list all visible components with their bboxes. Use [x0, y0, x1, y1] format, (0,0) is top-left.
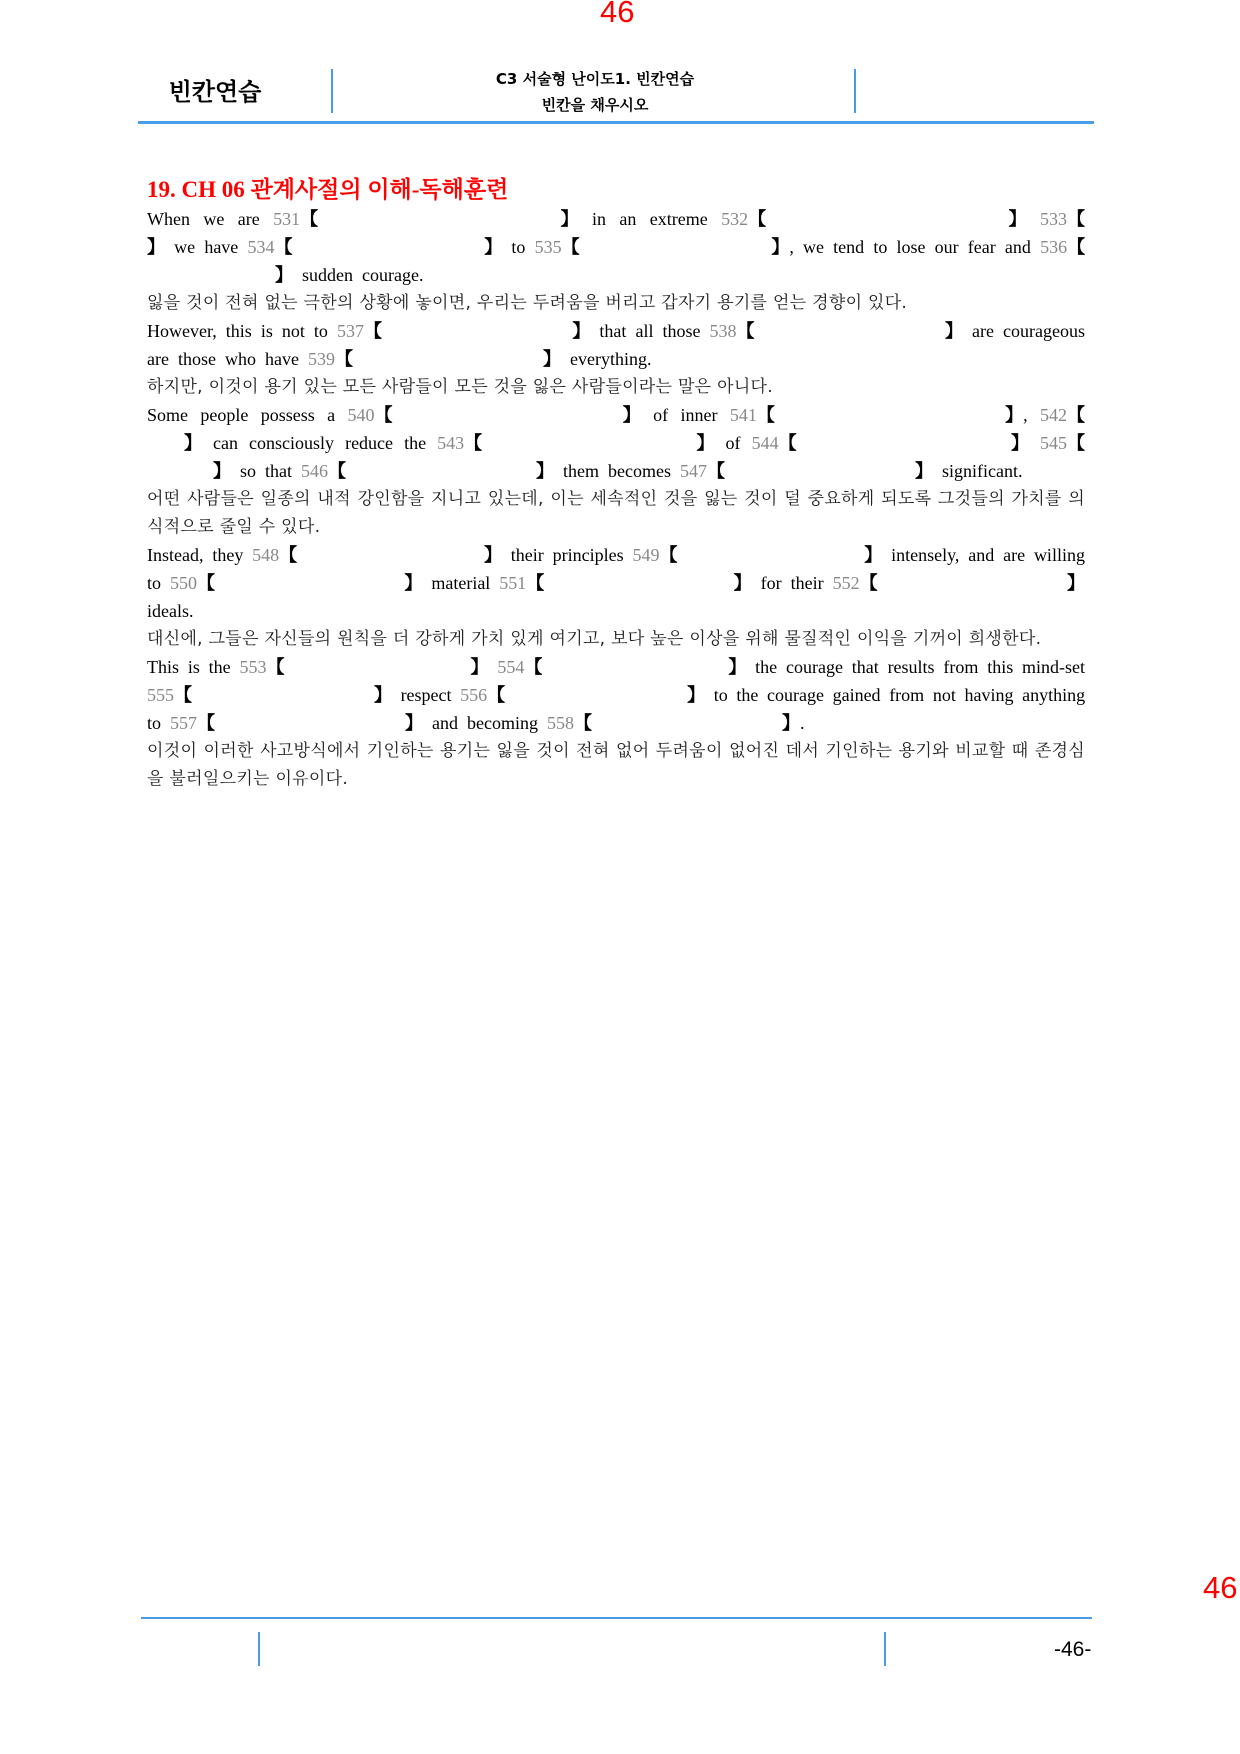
blank-close-bracket: 】	[184, 433, 202, 453]
word: to	[873, 237, 888, 257]
word: for	[760, 573, 782, 593]
blank-answer-space[interactable]	[284, 653, 470, 681]
blank-open-bracket: 【	[374, 405, 393, 425]
blank-close-bracket: 】	[405, 713, 424, 733]
word: this	[225, 321, 252, 341]
blank-close-bracket: 】	[864, 545, 883, 565]
blank-number: 532	[721, 209, 749, 229]
english-line	[147, 569, 1085, 597]
word: not	[932, 685, 956, 705]
exercise-body	[147, 205, 1085, 793]
blank-answer-space[interactable]	[580, 233, 772, 261]
word: they	[212, 545, 244, 565]
blank-number: 549	[632, 545, 660, 565]
word: are	[147, 349, 169, 369]
word: from	[889, 685, 925, 705]
blank-open-bracket: 【	[279, 545, 298, 565]
header-subtitle-2: 빈칸을 채우시오	[541, 96, 649, 114]
blank-number: 534	[247, 237, 275, 257]
blank-close-bracket: 】	[470, 657, 489, 677]
word: can	[213, 433, 239, 453]
punctuation: .	[800, 713, 805, 733]
blank-close-bracket: 】	[213, 461, 231, 481]
english-line	[147, 401, 1085, 429]
word: are	[1003, 545, 1026, 565]
blank-open-bracket: 【	[859, 573, 878, 593]
blank-number: 548	[252, 545, 280, 565]
blank-close-bracket: 】	[1066, 573, 1085, 593]
word: to	[313, 321, 328, 341]
blank-number: 550	[169, 573, 197, 593]
word: people	[200, 405, 249, 425]
word: the	[404, 433, 427, 453]
blank-close-bracket: 】	[696, 433, 715, 453]
word: their	[790, 573, 824, 593]
word: principles	[552, 545, 624, 565]
korean-translation: 대신에, 그들은 자신들의 원칙을 더 강하게 가치 있게 여기고, 보다 높은 이상을 위해 물질적인 이익을 기꺼이 희생한다.	[147, 629, 1042, 649]
word: However,	[147, 321, 217, 341]
blank-close-bracket: 】	[622, 405, 641, 425]
blank-number: 555	[147, 685, 174, 705]
blank-open-bracket: 【	[300, 209, 319, 229]
word: in	[591, 209, 606, 229]
word: to	[147, 573, 162, 593]
english-line	[147, 681, 1085, 709]
blank-number: 551	[499, 573, 527, 593]
word: are	[971, 321, 994, 341]
blank-answer-space[interactable]	[482, 429, 696, 457]
word: their	[510, 545, 544, 565]
blank-close-bracket: 】	[572, 321, 591, 341]
blank-answer-space[interactable]	[725, 457, 915, 485]
blank-close-bracket: 】	[1005, 405, 1024, 425]
blank-number: 531	[273, 209, 301, 229]
page-number-bottom: 46	[1203, 1570, 1238, 1605]
blank-answer-space[interactable]	[346, 457, 536, 485]
word: to	[147, 713, 162, 733]
word: from	[943, 657, 979, 677]
section-title: 19. CH 06 관계사절의 이해-독해훈련	[147, 177, 509, 202]
blank-open-bracket: 【	[328, 461, 347, 481]
word: ideals.	[147, 601, 194, 621]
blank-open-bracket: 【	[778, 433, 797, 453]
blank-close-bracket: 】	[373, 685, 392, 705]
word: our	[934, 237, 959, 257]
word: not	[281, 321, 305, 341]
word: that	[851, 657, 879, 677]
word: those	[662, 321, 701, 341]
word: all	[635, 321, 654, 341]
blank-answer-space[interactable]	[677, 541, 864, 569]
blank-number: 533	[1039, 209, 1067, 229]
punctuation: ,	[1023, 405, 1028, 425]
header-divider-left	[331, 69, 333, 113]
korean-translation: 잃을 것이 전혀 없는 극한의 상황에 놓이면, 우리는 두려움을 버리고 갑자기 용기를 얻는 경향이 있다.	[147, 293, 908, 313]
word: courage	[766, 685, 824, 705]
word: so	[240, 461, 257, 481]
word: them	[563, 461, 600, 481]
word: and	[968, 545, 995, 565]
word: intensely,	[891, 545, 960, 565]
punctuation: ,	[789, 237, 794, 257]
blank-close-bracket: 】	[147, 237, 165, 257]
blank-close-bracket: 】	[1010, 433, 1029, 453]
english-line	[147, 261, 1085, 289]
blank-open-bracket: 【	[574, 713, 592, 733]
header-divider-right	[854, 69, 856, 113]
blank-answer-space[interactable]	[215, 569, 404, 597]
blank-answer-space[interactable]	[192, 681, 374, 709]
word: and	[432, 713, 459, 733]
blank-answer-space[interactable]	[505, 681, 687, 709]
blank-close-bracket: 】	[542, 349, 561, 369]
word: courageous	[1002, 321, 1085, 341]
word: of	[653, 405, 669, 425]
word: willing	[1033, 545, 1085, 565]
blank-answer-space[interactable]	[775, 401, 1005, 429]
blank-open-bracket: 【	[1066, 209, 1085, 229]
word: an	[619, 209, 637, 229]
word: reduce	[345, 433, 394, 453]
word: have	[264, 349, 299, 369]
blank-open-bracket: 【	[266, 657, 285, 677]
blank-close-bracket: 】	[1008, 209, 1027, 229]
word: inner	[680, 405, 718, 425]
word: becomes	[608, 461, 671, 481]
page-number-top: 46	[600, 0, 635, 29]
header-subtitle-1: C3 서술형 난이도1. 빈칸연습	[495, 70, 695, 88]
blank-close-bracket: 】	[404, 573, 423, 593]
blank-number: 547	[680, 461, 707, 481]
word: are	[237, 209, 260, 229]
word: having	[964, 685, 1014, 705]
word: courage.	[362, 265, 424, 285]
word: and	[1004, 237, 1031, 257]
word: the	[755, 657, 778, 677]
word: anything	[1022, 685, 1086, 705]
blank-number: 557	[170, 713, 198, 733]
word: that	[265, 461, 293, 481]
blank-number: 553	[239, 657, 267, 677]
blank-open-bracket: 【	[524, 657, 543, 677]
english-line	[147, 653, 1085, 681]
blank-close-bracket: 】	[915, 461, 933, 481]
blank-number: 541	[729, 405, 757, 425]
blank-number: 545	[1039, 433, 1067, 453]
blank-close-bracket: 】	[782, 713, 800, 733]
korean-translation: 어떤 사람들은 일종의 내적 강인함을 지니고 있는데, 이는 세속적인 것을 잃는 것이 덜 중요하게 되도록 그것들의 가치를 의식적으로 줄일 수 있다.	[147, 489, 1085, 537]
blank-number: 543	[437, 433, 465, 453]
blank-open-bracket: 【	[487, 685, 506, 705]
word: of	[725, 433, 741, 453]
blank-open-bracket: 【	[334, 349, 353, 369]
word: mind-set	[1022, 657, 1086, 677]
word: gained	[832, 685, 881, 705]
header-rule	[138, 121, 1094, 124]
blank-close-bracket: 】	[560, 209, 579, 229]
word: sudden	[302, 265, 353, 285]
blank-number: 538	[709, 321, 737, 341]
word: Instead,	[147, 545, 204, 565]
blank-number: 554	[497, 657, 525, 677]
word: to	[511, 237, 526, 257]
blank-answer-space[interactable]	[392, 401, 622, 429]
word: material	[431, 573, 491, 593]
word: have	[204, 237, 239, 257]
word: the	[208, 657, 231, 677]
blank-open-bracket: 【	[1067, 237, 1086, 257]
blank-number: 536	[1040, 237, 1068, 257]
word: Some	[147, 405, 189, 425]
blank-number: 542	[1040, 405, 1067, 425]
blank-close-bracket: 】	[687, 685, 706, 705]
footer-page-label: -46-	[1054, 1638, 1092, 1661]
word: a	[327, 405, 336, 425]
word: everything.	[569, 349, 652, 369]
english-line	[147, 345, 1085, 373]
blank-answer-space[interactable]	[592, 709, 782, 737]
blank-answer-space[interactable]	[292, 233, 484, 261]
english-line	[147, 541, 1085, 569]
blank-close-bracket: 】	[483, 545, 502, 565]
footer-divider-left	[258, 1632, 260, 1666]
blank-answer-space[interactable]	[766, 205, 1009, 233]
english-line	[147, 597, 1085, 625]
english-line	[147, 709, 1085, 737]
blank-open-bracket: 【	[561, 237, 580, 257]
blank-open-bracket: 【	[756, 405, 775, 425]
blank-open-bracket: 【	[707, 461, 725, 481]
word: respect	[400, 685, 452, 705]
blank-open-bracket: 【	[174, 685, 192, 705]
word: extreme	[649, 209, 708, 229]
english-line	[147, 233, 1085, 261]
blank-close-bracket: 】	[944, 321, 963, 341]
word: results	[887, 657, 935, 677]
blank-open-bracket: 【	[748, 209, 767, 229]
word: we	[203, 209, 225, 229]
word: When	[147, 209, 190, 229]
blank-open-bracket: 【	[363, 321, 382, 341]
blank-answer-space[interactable]	[382, 317, 572, 345]
word: is	[260, 321, 273, 341]
blank-open-bracket: 【	[196, 573, 215, 593]
english-line	[147, 429, 1085, 457]
blank-number: 544	[751, 433, 779, 453]
blank-close-bracket: 】	[771, 237, 790, 257]
blank-open-bracket: 【	[464, 433, 483, 453]
blank-answer-space[interactable]	[544, 569, 733, 597]
blank-answer-space[interactable]	[353, 345, 543, 373]
blank-number: 539	[307, 349, 335, 369]
blank-answer-space[interactable]	[297, 541, 484, 569]
blank-number: 540	[347, 405, 375, 425]
blank-number: 535	[534, 237, 562, 257]
word: significant.	[942, 461, 1023, 481]
blank-close-bracket: 】	[484, 237, 503, 257]
word: we	[803, 237, 824, 257]
english-line	[147, 317, 1085, 345]
korean-translation: 하지만, 이것이 용기 있는 모든 사람들이 모든 것을 잃은 사람들이라는 말은 아니다.	[147, 377, 773, 397]
word: the	[736, 685, 759, 705]
word: possess	[260, 405, 315, 425]
blank-number: 552	[832, 573, 860, 593]
blank-close-bracket: 】	[728, 657, 747, 677]
blank-answer-space[interactable]	[755, 317, 945, 345]
word: consciously	[249, 433, 335, 453]
word: This	[147, 657, 180, 677]
blank-open-bracket: 【	[526, 573, 545, 593]
header-title: 빈칸연습	[168, 78, 262, 106]
word: lose	[896, 237, 926, 257]
blank-answer-space[interactable]	[542, 653, 728, 681]
word: courage	[785, 657, 843, 677]
blank-number: 558	[547, 713, 574, 733]
word: that	[599, 321, 627, 341]
blank-close-bracket: 】	[733, 573, 752, 593]
english-line	[147, 205, 1085, 233]
word: becoming	[467, 713, 538, 733]
blank-close-bracket: 】	[275, 265, 293, 285]
blank-open-bracket: 【	[1066, 433, 1085, 453]
footer-divider-right	[884, 1632, 886, 1666]
word: who	[224, 349, 256, 369]
blank-close-bracket: 】	[536, 461, 555, 481]
word: those	[177, 349, 216, 369]
blank-open-bracket: 【	[1067, 405, 1085, 425]
blank-open-bracket: 【	[736, 321, 755, 341]
blank-number: 537	[336, 321, 364, 341]
blank-open-bracket: 【	[659, 545, 678, 565]
word: is	[187, 657, 200, 677]
blank-number: 556	[460, 685, 488, 705]
blank-open-bracket: 【	[274, 237, 293, 257]
word: to	[713, 685, 728, 705]
english-line	[147, 457, 1085, 485]
word: tend	[833, 237, 865, 257]
blank-number: 546	[301, 461, 329, 481]
footer-rule	[141, 1617, 1092, 1619]
korean-translation: 이것이 이러한 사고방식에서 기인하는 용기는 잃을 것이 전혀 없어 두려움이 없어진 데서 기인하는 용기와 비교할 때 존경심을 불러일으키는 이유이다.	[147, 741, 1085, 789]
blank-answer-space[interactable]	[878, 569, 1067, 597]
word: we	[174, 237, 196, 257]
blank-answer-space[interactable]	[318, 205, 561, 233]
blank-open-bracket: 【	[197, 713, 216, 733]
word: this	[987, 657, 1014, 677]
word: fear	[967, 237, 996, 257]
blank-answer-space[interactable]	[797, 429, 1011, 457]
blank-answer-space[interactable]	[215, 709, 405, 737]
